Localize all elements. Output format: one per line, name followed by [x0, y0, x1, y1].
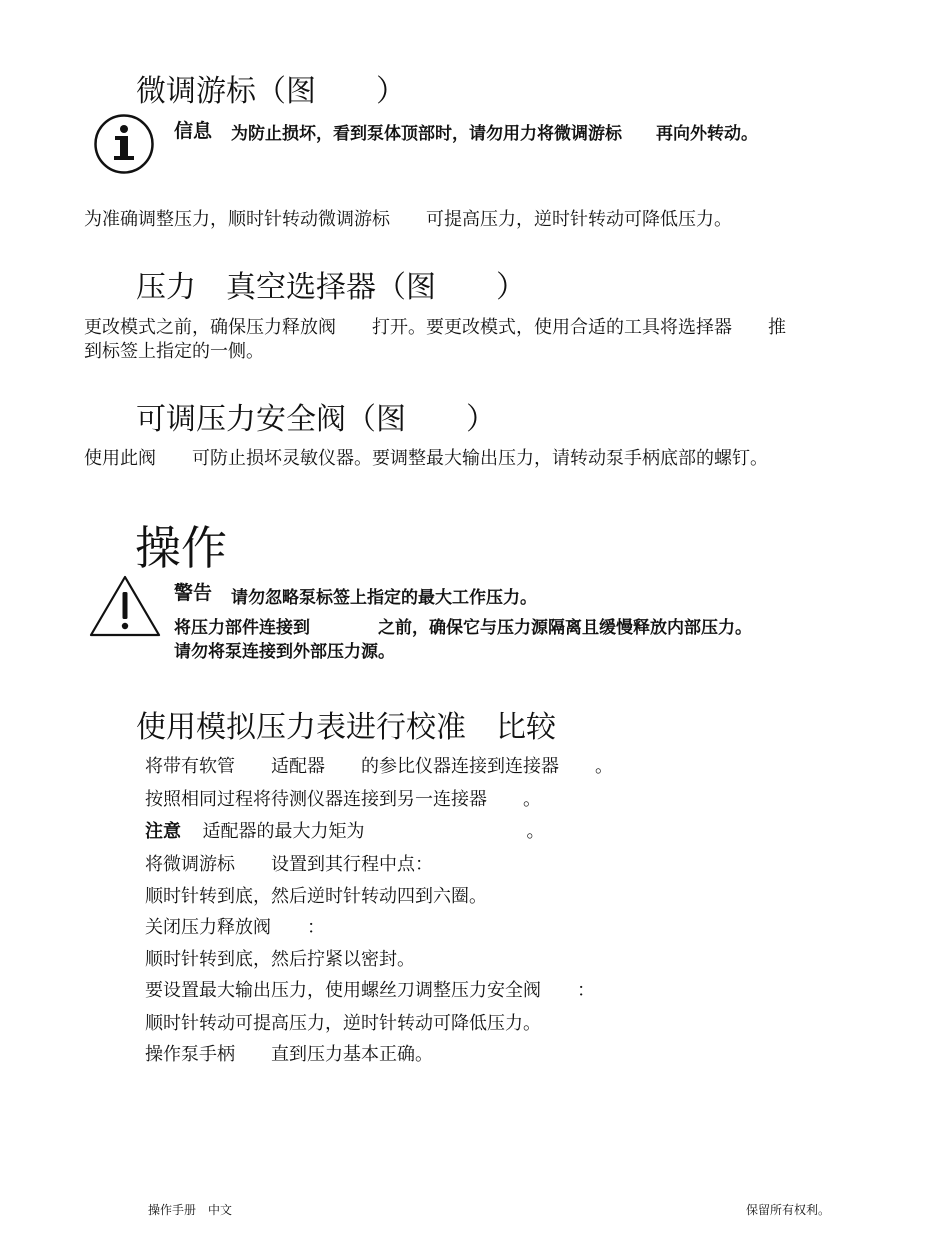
info-label: 信息	[174, 120, 213, 142]
calibration-note	[145, 817, 544, 843]
warning-triangle-icon	[88, 574, 162, 638]
heading-operation: 操作	[135, 521, 227, 575]
warning-line3: 请勿将泵连接到外部压力源。	[174, 642, 395, 662]
note-label: 注意	[145, 821, 181, 842]
calibration-step-5: 要设置最大输出压力，使用螺丝刀调整压力安全阀 ：	[145, 980, 595, 1001]
warning-line1: 请勿忽略泵标签上指定的最大工作压力。	[231, 588, 537, 608]
heading-selector: 压力 真空选择器（图 ）	[136, 270, 526, 305]
calibration-step-2: 按照相同过程将待测仪器连接到另一连接器 。	[145, 789, 541, 810]
warning-label: 警告	[174, 582, 213, 604]
relief-valve-body: 使用此阀 可防止损坏灵敏仪器。要调整最大输出压力，请转动泵手柄底部的螺钉。	[84, 448, 768, 469]
calibration-step-6: 操作泵手柄 直到压力基本正确。	[145, 1044, 433, 1065]
micro-vernier-body: 为准确调整压力，顺时针转动微调游标 可提高压力，逆时针转动可降低压力。	[84, 209, 732, 230]
note-text: 适配器的最大力矩为 。	[202, 821, 545, 842]
warning-line2: 将压力部件连接到 之前，确保它与压力源隔离且缓慢释放内部压力。	[174, 618, 752, 638]
info-text: 为防止损坏，看到泵体顶部时，请勿用力将微调游标 再向外转动。	[231, 124, 758, 144]
heading-calibration: 使用模拟压力表进行校准 比较	[136, 710, 556, 745]
calibration-step-5-sub: 顺时针转动可提高压力，逆时针转动可降低压力。	[145, 1013, 541, 1034]
calibration-step-4-sub: 顺时针转到底，然后拧紧以密封。	[145, 949, 415, 970]
calibration-step-3: 将微调游标 设置到其行程中点：	[145, 854, 433, 875]
heading-relief-valve: 可调压力安全阀（图 ）	[136, 402, 496, 437]
calibration-step-1: 将带有软管 适配器 的参比仪器连接到连接器 。	[145, 756, 613, 777]
heading-micro-vernier: 微调游标（图 ）	[136, 74, 406, 109]
selector-body-line2: 到标签上指定的一侧。	[84, 341, 264, 362]
selector-body-line1: 更改模式之前，确保压力释放阀 打开。要更改模式，使用合适的工具将选择器 推	[84, 317, 786, 338]
calibration-step-3-sub: 顺时针转到底，然后逆时针转动四到六圈。	[145, 886, 487, 907]
calibration-step-4: 关闭压力释放阀 ：	[145, 917, 325, 938]
footer-right: 保留所有权利。	[746, 1203, 831, 1217]
footer-left: 操作手册 中文	[148, 1203, 233, 1217]
info-icon	[93, 113, 155, 175]
